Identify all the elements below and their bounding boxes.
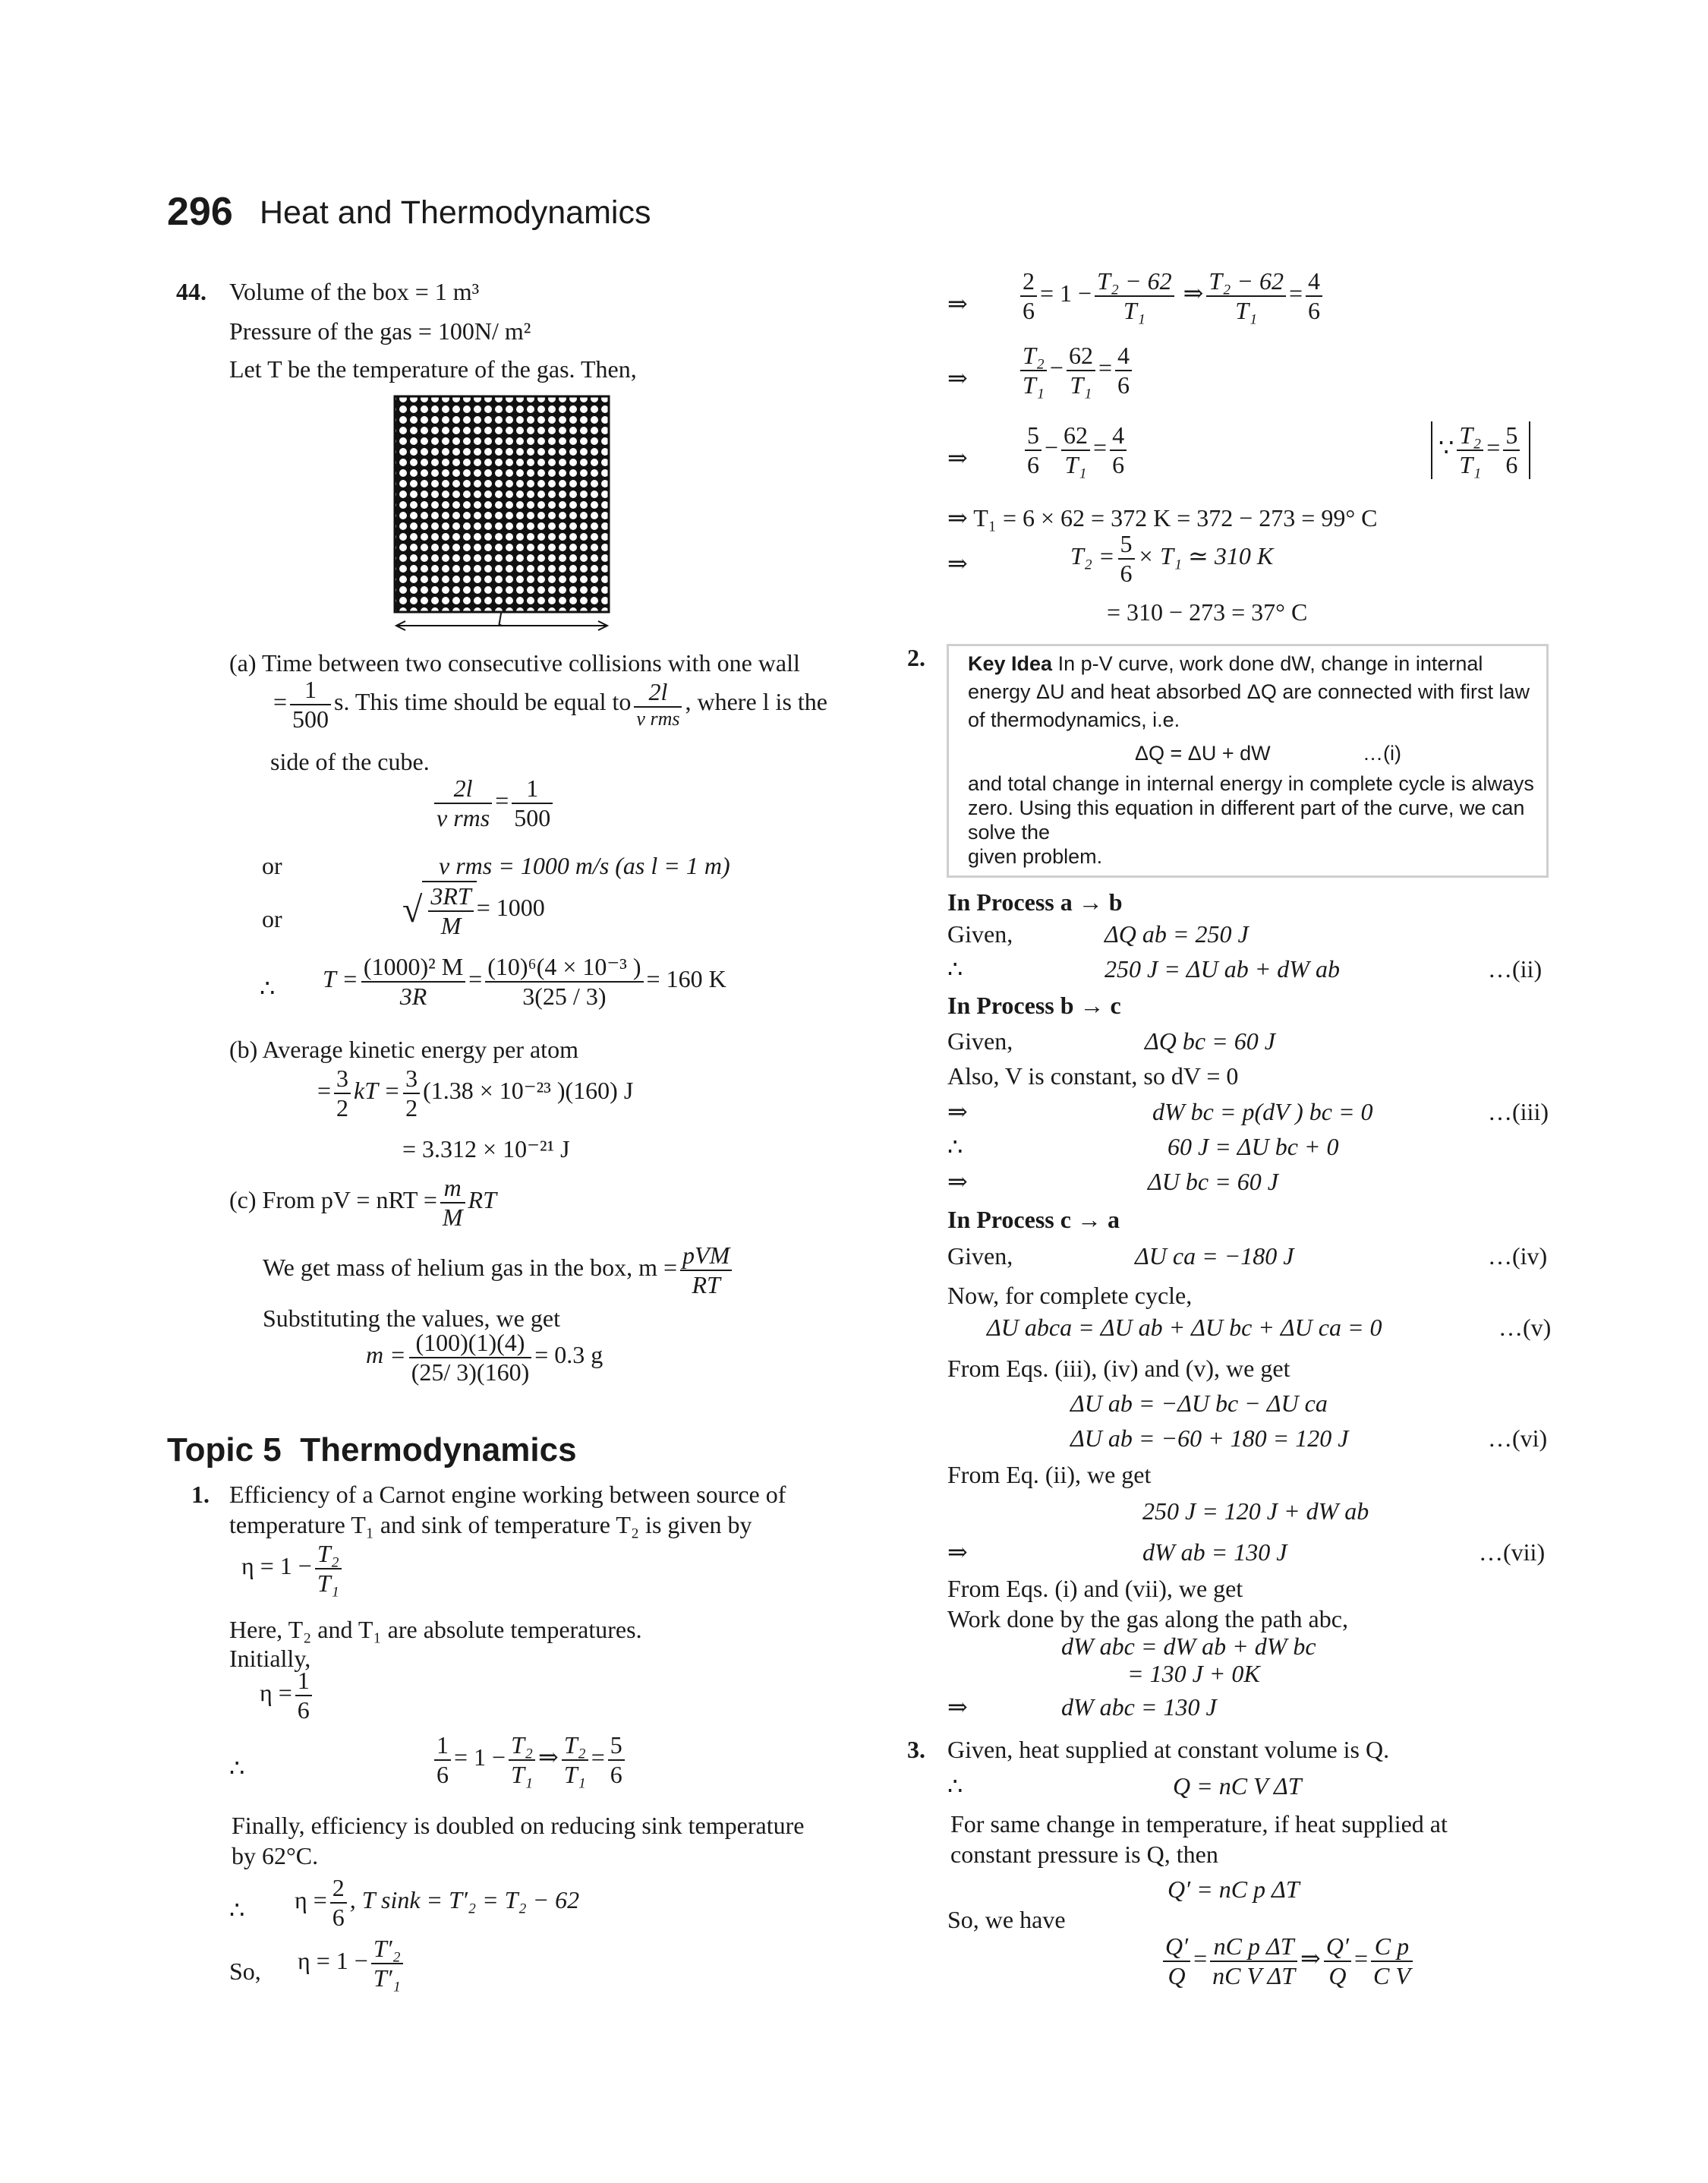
q3-final-ratio: $\frac{Q'}{Q}$ = $\frac{\text{nC p ΔT}}{\text{nC V ΔT}}$ ⇒ $\frac{Q'}{Q}$ = $\frac{\text{C p}}{\text{C V}}$ — [1160, 1932, 1416, 1990]
q44-part-c-line2: We get mass of helium gas in the box, m = pVM RT — [263, 1241, 735, 1299]
g8-label: Given, — [947, 1242, 1013, 1270]
g21-equation: dW abc = 130 J — [1061, 1693, 1217, 1721]
t1-therefore-1: ∴ — [229, 1754, 245, 1781]
q44-pressure-line: Pressure of the gas = 100N/ m² — [229, 317, 531, 345]
q44-part-b-result: = 3.312 × 10⁻²¹ J — [402, 1135, 570, 1162]
g7-equation: ΔU bc = 60 J — [1148, 1168, 1278, 1195]
r2-equation: $\frac{\text{T₂}}{\text{T₁}}$ − $\frac{62}{\text{T₁}}$ = $\frac{4}{6}$ — [1017, 342, 1135, 399]
q3-therefore: ∴ — [947, 1772, 963, 1800]
process-ca-heading: In Process c → a — [947, 1206, 1120, 1233]
q44-part-c-line3: Substituting the values, we get — [263, 1304, 560, 1332]
g9-line: Now, for complete cycle, — [947, 1282, 1193, 1309]
g18-line: Work done by the gas along the path abc, — [947, 1605, 1348, 1633]
key-idea-line3: of thermodynamics, i.e. — [968, 708, 1180, 731]
question-number-44: 44. — [176, 278, 206, 305]
r5-t2-value: T₂ = $\frac{5}{6}$ × T₁ ≃ 310 K — [1070, 530, 1274, 587]
key-idea-line6: zero. Using this equation in different part of the curve, we can — [968, 797, 1525, 819]
q44-part-c-line1: (c) From pV = nRT = $\frac{m}{M}$ RT — [229, 1174, 496, 1231]
key-idea-line1: Key Idea In p-V curve, work done dW, change in internal — [968, 652, 1483, 675]
q3-heat-constant-volume: Q = nC V ΔT — [1173, 1772, 1302, 1800]
q44-or-2: or — [262, 905, 282, 932]
t1-line5: Finally, efficiency is doubled on reducing sink temperature — [232, 1812, 805, 1839]
q44-part-a-line1: (a) Time between two consecutive collisions with one wall — [229, 649, 800, 677]
g16-tag: …(vii) — [1479, 1538, 1546, 1566]
t1-line4: Initially, — [229, 1645, 311, 1672]
r6-t2-celsius: = 310 − 273 = 37° C — [1107, 598, 1308, 626]
g8-tag: …(iv) — [1488, 1242, 1548, 1270]
g21-label: ⇒ — [947, 1693, 968, 1721]
key-idea-line5: and total change in internal energy in complete cycle is always — [968, 772, 1534, 795]
question-number-2: 2. — [907, 644, 925, 671]
q3-heat-constant-pressure: Q′ = nC p ΔT — [1168, 1875, 1300, 1903]
g7-label: ⇒ — [947, 1168, 968, 1195]
question-number-1: 1. — [191, 1481, 210, 1508]
g1-label: Given, — [947, 920, 1013, 948]
topic-heading: Topic 5 Thermodynamics — [167, 1431, 577, 1468]
t1-line3: Here, T₂ and T₁ are absolute temperatures. — [229, 1616, 642, 1643]
t1-therefore-2: ∴ — [229, 1896, 245, 1923]
g11-line: From Eqs. (iii), (iv) and (v), we get — [947, 1355, 1290, 1382]
r3-bracket-note: ∵ $\frac{\text{T₂}}{\text{T₁}}$ = $\frac{5}{6}$ — [1431, 421, 1530, 479]
g2-tag: …(ii) — [1488, 955, 1543, 983]
q44-part-a-line3: side of the cube. — [270, 748, 430, 775]
g6-equation: 60 J = ΔU bc + 0 — [1168, 1133, 1339, 1160]
g2-label: ∴ — [947, 955, 963, 983]
g13-equation: ΔU ab = −60 + 180 = 120 J — [1070, 1424, 1349, 1452]
g15-equation: 250 J = 120 J + dW ab — [1142, 1497, 1369, 1525]
g5-tag: …(iii) — [1488, 1098, 1549, 1125]
t1-efficiency-formula: η = 1 − $\frac{\text{T₂}}{\text{T₁}}$ — [241, 1540, 345, 1598]
q44-part-a-line2: = $\frac{1}{500}$ s. This time should be equal to 2l v rms , where l is the — [273, 676, 827, 733]
g13-tag: …(vi) — [1488, 1424, 1548, 1452]
g16-label: ⇒ — [947, 1538, 968, 1566]
g1-equation: ΔQ ab = 250 J — [1105, 920, 1249, 948]
q44-or-1: or — [262, 852, 282, 879]
key-idea-line2: energy ΔU and heat absorbed ΔQ are connected with first law — [968, 680, 1530, 703]
g2-equation: 250 J = ΔU ab + dW ab — [1105, 955, 1340, 983]
r3-equation: $\frac{5}{6}$ − $\frac{62}{\text{T₁}}$ = $\frac{4}{6}$ — [1022, 421, 1130, 479]
g3-equation: ΔQ bc = 60 J — [1145, 1027, 1275, 1055]
q44-part-c-mass: m = $\frac{(100)(1)(4)}{(25/ 3)(160)}$ = 0.3 g — [366, 1329, 603, 1386]
q3-line1: Given, heat supplied at constant volume is Q. — [947, 1736, 1390, 1763]
q3-line4: constant pressure is Q, then — [950, 1841, 1218, 1868]
g4-line: Also, V is constant, so dV = 0 — [947, 1062, 1239, 1090]
side-length-label: l — [497, 607, 503, 629]
g12-equation: ΔU ab = −ΔU bc − ΔU ca — [1070, 1390, 1328, 1417]
t1-line2: temperature T₁ and sink of temperature T₂ is given by — [229, 1511, 752, 1538]
q44-part-b-line1: (b) Average kinetic energy per atom — [229, 1036, 578, 1063]
q44-eq-temperature: T = $\frac{\text{(1000)² M}}{3R}$ = $\frac{\text{(10)⁶(4 × 10⁻³ )}}{3(25 / 3)}$ = 160 K — [323, 953, 726, 1010]
page-number: 296 — [167, 190, 233, 234]
t1-line1: Efficiency of a Carnot engine working between source of — [229, 1481, 786, 1508]
g17-line: From Eqs. (i) and (vii), we get — [947, 1575, 1243, 1602]
r1-implies: ⇒ — [947, 290, 968, 317]
g19-equation: dW abc = dW ab + dW bc — [1061, 1633, 1316, 1660]
t1-ratio-equation: $\frac{1}{6}$ = 1 − $\frac{\text{T₂}}{\text{T₁}}$ ⇒ $\frac{\text{T₂}}{\text{T₁}}$ = $\frac{5}{6}$ — [431, 1731, 628, 1789]
q44-eq-collision-time: 2l v rms = $\frac{1}{500}$ — [431, 774, 556, 832]
gas-particles — [395, 396, 609, 612]
gas-box-figure — [387, 393, 615, 636]
key-idea-eq-tag: …(i) — [1363, 742, 1401, 765]
t1-final-efficiency: η = $\frac{2}{6}$ , T sink = T′₂ = T₂ − 62 — [295, 1874, 580, 1931]
key-idea-line7: solve the — [968, 821, 1051, 844]
r4-t1-value: ⇒ T₁ = 6 × 62 = 372 K = 372 − 273 = 99° C — [947, 504, 1378, 532]
t1-initial-efficiency: η = $\frac{1}{6}$ — [260, 1667, 315, 1724]
key-idea-line8: given problem. — [968, 845, 1103, 868]
page-header-title: Heat and Thermodynamics — [260, 194, 651, 231]
q3-line6: So, we have — [947, 1906, 1066, 1933]
t1-new-efficiency: η = 1 − $\frac{\text{T′₂}}{\text{T′₁}}$ — [298, 1935, 406, 1992]
g16-equation: dW ab = 130 J — [1142, 1538, 1287, 1566]
r3-implies: ⇒ — [947, 444, 968, 472]
question-number-3: 3. — [907, 1736, 925, 1763]
g8-equation: ΔU ca = −180 J — [1135, 1242, 1294, 1270]
g3-label: Given, — [947, 1027, 1013, 1055]
r5-implies: ⇒ — [947, 550, 968, 577]
q44-volume-line: Volume of the box = 1 m³ — [229, 278, 480, 305]
g5-equation: dW bc = p(dV ) bc = 0 — [1152, 1098, 1373, 1125]
key-idea-equation: ΔQ = ΔU + dW — [1135, 742, 1271, 765]
q3-line3: For same change in temperature, if heat supplied at — [950, 1810, 1448, 1838]
r2-implies: ⇒ — [947, 364, 968, 392]
q44-eq-sqrt: √ $\frac{3RT}{M}$ = 1000 — [402, 882, 545, 939]
q44-temperature-line: Let T be the temperature of the gas. Then, — [229, 355, 637, 383]
process-bc-heading: In Process b → c — [947, 992, 1121, 1019]
g20-equation: = 130 J + 0K — [1127, 1660, 1260, 1687]
t1-line6: by 62°C. — [232, 1842, 319, 1869]
t1-so: So, — [229, 1957, 261, 1985]
process-ab-heading: In Process a → b — [947, 888, 1123, 916]
q44-part-b-line2: = $\frac{3}{2}$ kT = $\frac{3}{2}$ (1.38 × 10⁻²³ )(160) J — [317, 1065, 634, 1121]
q44-eq-vrms: v rms = 1000 m/s (as l = 1 m) — [439, 852, 730, 879]
q44-therefore: ∴ — [260, 974, 276, 1002]
g10-equation: ΔU abca = ΔU ab + ΔU bc + ΔU ca = 0 — [987, 1314, 1382, 1341]
g5-label: ⇒ — [947, 1098, 968, 1125]
g10-tag: …(v) — [1498, 1314, 1552, 1341]
g6-label: ∴ — [947, 1133, 963, 1160]
g14-line: From Eq. (ii), we get — [947, 1461, 1152, 1488]
r1-equation: $\frac{2}{6}$ = 1 − $\frac{\text{T₂ − 62}}{\text{T₁}}$ ⇒ $\frac{\text{T₂ − 62}}{\text{T₁}}$ = $\frac{4}{6}$ — [1017, 267, 1325, 325]
